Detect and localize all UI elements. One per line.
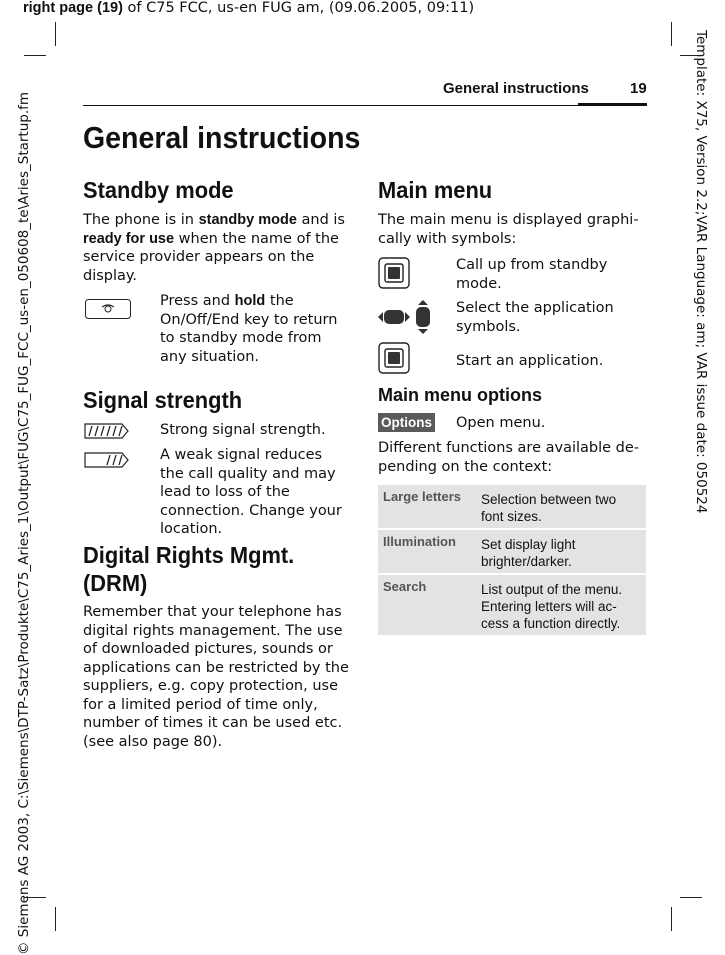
crop-mark (55, 907, 56, 931)
crop-mark (680, 897, 702, 898)
weak-signal-text: A weak signal reduces the call quality and may lead to loss of the connection. Change your location. (160, 447, 342, 537)
header-rule (83, 105, 647, 106)
menu-options-heading: Main menu options (378, 385, 542, 405)
option-name: Illumination (383, 534, 456, 549)
select-symbols-text: Select the application symbols. (456, 300, 614, 335)
options-table (378, 485, 646, 637)
option-description: Set display light brighter/darker. (481, 537, 576, 569)
option-description: Selection between two font sizes. (481, 492, 617, 524)
side-template-info: Template: X75, Version 2.2;VAR Language: am; VAR issue date: 050524 (693, 30, 709, 514)
bold-run: hold (234, 293, 266, 309)
drm-heading: Digital Rights Mgmt. (DRM) (83, 542, 295, 596)
print-header-prefix: right page (19) (23, 0, 123, 16)
table-row (378, 575, 646, 637)
drm-paragraph: Remember that your telephone has digital rights management. The use of downloaded pictures, sounds or applications can be restricted by the suppliers, e.g. copy protection, use for a limited period of time only, number of times it can be used etc. (see also page 80). (83, 604, 349, 750)
menu-options-intro: Different functions are available de-pending on the context: (378, 440, 640, 475)
standby-paragraph (83, 211, 351, 285)
bold-run: ready for use (83, 230, 175, 247)
end-key-description (160, 292, 348, 366)
page-number: 19 (630, 80, 647, 97)
text-run: when the name of the service provider appears on the display. (83, 230, 339, 284)
standby-heading: Standby mode (83, 177, 234, 203)
text-run: and is (296, 212, 345, 228)
center-key-icon (378, 257, 410, 289)
signal-heading: Signal strength (83, 387, 243, 413)
navigation-key-icon (378, 300, 432, 334)
text-run: Press and (160, 293, 235, 309)
weak-signal-icon (84, 452, 129, 468)
print-header (23, 0, 474, 16)
crop-mark (671, 907, 672, 931)
crop-mark (55, 22, 56, 46)
option-name: Large letters (383, 489, 462, 504)
strong-signal-icon (84, 423, 129, 439)
main-menu-heading: Main menu (378, 177, 493, 203)
open-menu-text: Open menu. (456, 415, 546, 431)
running-header-title: General instructions (443, 80, 589, 97)
table-row (378, 530, 646, 575)
strong-signal-text: Strong signal strength. (160, 422, 326, 438)
start-application-text: Start an application. (456, 353, 604, 369)
text-run: The phone is in (83, 212, 199, 228)
bold-run: standby mode (198, 212, 297, 228)
center-key-icon (378, 342, 410, 374)
end-key-icon (85, 299, 131, 319)
table-row (378, 485, 646, 530)
print-header-suffix: of C75 FCC, us-en FUG am, (09.06.2005, 09:11) (122, 0, 475, 16)
option-description: List output of the menu. Entering letters will ac-cess a function directly. (481, 582, 623, 631)
crop-mark (671, 22, 672, 46)
side-file-path: © Siemens AG 2003, C:\Siemens\DTP-Satz\Produkte\C75_Aries_1\Output\FUG\C75_FUG_FCC_us-en_050608_te\Aries_Startup.fm (16, 91, 32, 955)
call-up-text: Call up from standby mode. (456, 257, 608, 292)
option-name: Search (383, 579, 427, 594)
main-menu-intro: The main menu is displayed graphi-cally with symbols: (378, 212, 639, 247)
header-rule-accent (578, 103, 647, 106)
page-title: General instructions (83, 120, 361, 155)
text-run: the On/Off/End key to return to standby mode from any situation. (160, 293, 338, 365)
options-softkey: Options (378, 413, 435, 432)
